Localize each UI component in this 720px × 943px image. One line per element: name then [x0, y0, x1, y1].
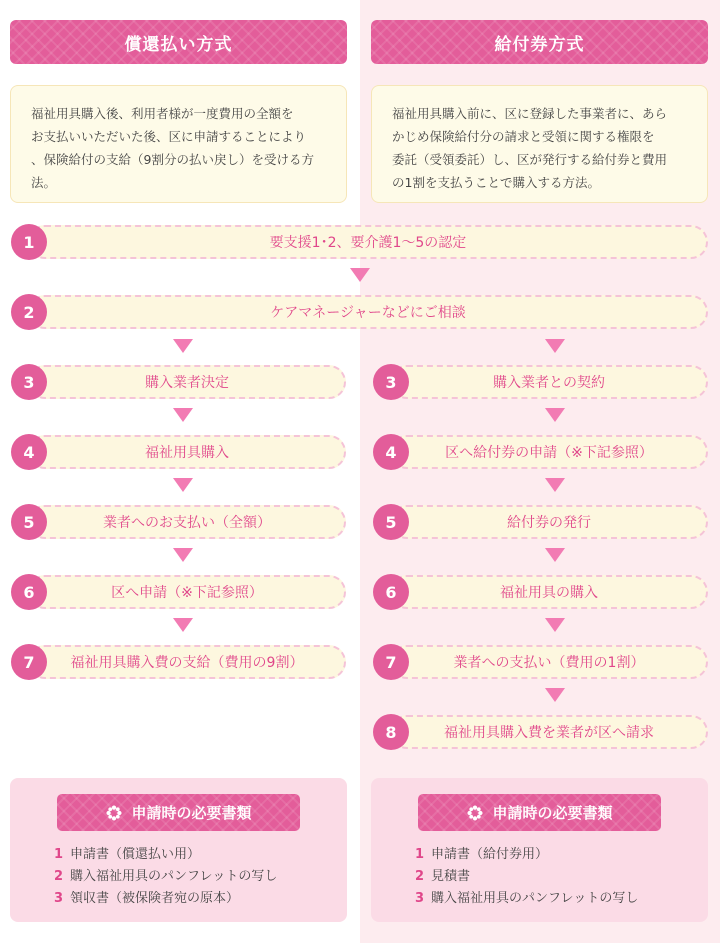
- description-line: 、保険給付の支給（9割分の払い戻し）を受ける方: [31, 152, 314, 167]
- left-step-6: 区へ申請（※下記参照）: [28, 575, 346, 609]
- required-documents-title: [57, 794, 300, 831]
- right-step-number-7: 7: [373, 644, 409, 680]
- flower-icon: [466, 804, 484, 822]
- right-step-5: 給付券の発行: [390, 505, 708, 539]
- description-line: 福祉用具購入前に、区に登録した事業者に、あら: [392, 106, 668, 121]
- description-line: 法。: [31, 175, 57, 190]
- required-documents-title: [418, 794, 661, 831]
- flow-arrow: [545, 478, 565, 492]
- flow-arrow: [545, 408, 565, 422]
- left-required-documents: [10, 778, 347, 922]
- right-step-number-8: 8: [373, 714, 409, 750]
- description-line: の1割を支払うことで購入する方法。: [392, 175, 600, 190]
- left-step-7: 福祉用具購入費の支給（費用の9割）: [28, 645, 346, 679]
- right-step-3: 購入業者との契約: [390, 365, 708, 399]
- flow-arrow: [173, 478, 193, 492]
- description-line: お支払いいただいた後、区に申請することにより: [31, 129, 307, 144]
- required-documents-title-text: 申請時の必要書類: [492, 804, 613, 822]
- voucher-method-header: 給付券方式: [371, 20, 708, 64]
- left-step-5: 業者へのお支払い（全額）: [28, 505, 346, 539]
- step-2-consult-care-manager: ケアマネージャーなどにご相談: [28, 295, 708, 329]
- step-number-1: 1: [11, 224, 47, 260]
- voucher-method-description: [371, 85, 708, 203]
- required-documents-title-text: 申請時の必要書類: [131, 804, 252, 822]
- left-step-number-5: 5: [11, 504, 47, 540]
- left-step-number-7: 7: [11, 644, 47, 680]
- list-item: 1 申請書（償還払い用）: [54, 847, 201, 862]
- list-item: 2 購入福祉用具のパンフレットの写し: [54, 869, 278, 884]
- list-item: 1 申請書（給付券用）: [415, 847, 549, 862]
- right-step-7: 業者への支払い（費用の1割）: [390, 645, 708, 679]
- flow-arrow: [173, 618, 193, 632]
- step-1-certification: 要支援1･2、要介護1～5の認定: [28, 225, 708, 259]
- description-line: 福祉用具購入後、利用者様が一度費用の全額を: [31, 106, 294, 121]
- left-step-number-6: 6: [11, 574, 47, 610]
- step-number-2: 2: [11, 294, 47, 330]
- right-required-documents: [371, 778, 708, 922]
- required-documents-list: [54, 844, 277, 910]
- flow-arrow: [545, 688, 565, 702]
- right-step-4: 区へ給付券の申請（※下記参照）: [390, 435, 708, 469]
- required-documents-list: [415, 844, 638, 910]
- flow-arrow: [173, 408, 193, 422]
- flower-icon: [105, 804, 123, 822]
- left-step-number-3: 3: [11, 364, 47, 400]
- list-item: 2 見積書: [415, 869, 471, 884]
- left-step-3: 購入業者決定: [28, 365, 346, 399]
- description-line: かじめ保険給付分の請求と受領に関する権限を: [392, 129, 655, 144]
- right-step-number-3: 3: [373, 364, 409, 400]
- description-line: 委託（受領委託）し、区が発行する給付券と費用: [392, 152, 668, 167]
- list-item: 3 購入福祉用具のパンフレットの写し: [415, 891, 639, 906]
- right-step-number-6: 6: [373, 574, 409, 610]
- right-step-6: 福祉用具の購入: [390, 575, 708, 609]
- reimbursement-method-description: [10, 85, 347, 203]
- right-step-8: 福祉用具購入費を業者が区へ請求: [390, 715, 708, 749]
- right-step-number-5: 5: [373, 504, 409, 540]
- reimbursement-method-header: 償還払い方式: [10, 20, 347, 64]
- flow-arrow: [173, 548, 193, 562]
- flow-arrow: [545, 618, 565, 632]
- right-step-number-4: 4: [373, 434, 409, 470]
- list-item: 3 領収書（被保険者宛の原本）: [54, 891, 240, 906]
- flow-arrow: [545, 548, 565, 562]
- flow-arrow: [350, 268, 370, 282]
- flow-arrow: [173, 339, 193, 353]
- flow-arrow: [545, 339, 565, 353]
- left-step-number-4: 4: [11, 434, 47, 470]
- left-step-4: 福祉用具購入: [28, 435, 346, 469]
